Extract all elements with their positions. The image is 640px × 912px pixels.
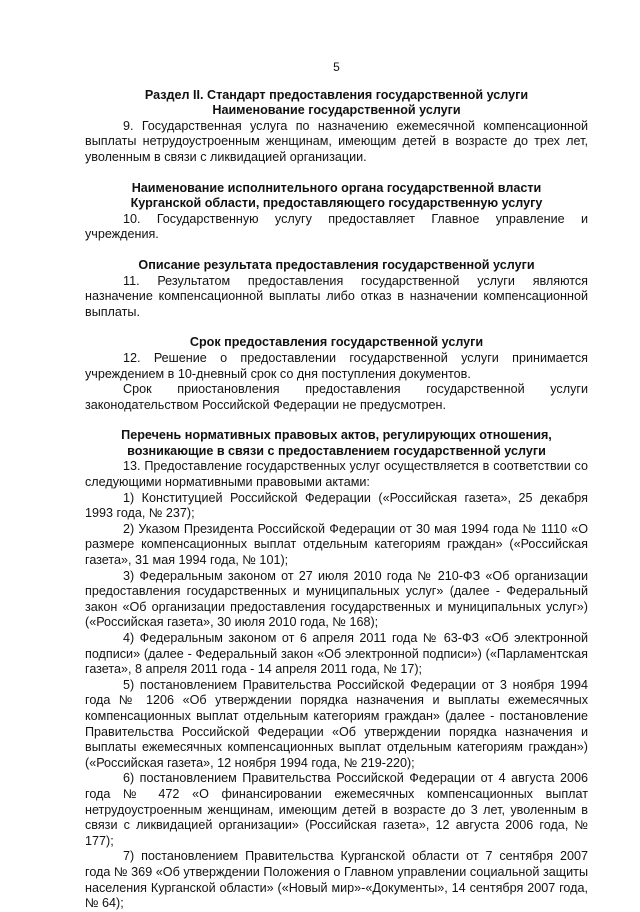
paragraph-12: 12. Решение о предоставлении государственной услуги принимается учреждением в 10-дневный срок со дня поступления документов.	[85, 350, 588, 381]
page-number: 5	[333, 60, 340, 74]
paragraph-11: 11. Результатом предоставления государственной услуги являются назначение компенсационной выплаты либо отказ в назначении компенсационной выплаты.	[85, 273, 588, 319]
list-item: 1) Конституцией Российской Федерации («Российская газета», 25 декабря 1993 года, № 237);	[85, 490, 588, 521]
block-heading: Перечень нормативных правовых актов, регулирующих отношения,	[121, 428, 552, 443]
block-heading: Наименование государственной услуги	[212, 103, 461, 118]
block-heading: возникающие в связи с предоставлением государственной услуги	[127, 443, 546, 458]
block-heading: Срок предоставления государственной услуги	[189, 335, 484, 350]
list-item: 5) постановлением Правительства Российской Федерации от 3 ноября 1994 года № 1206 «Об утверждении порядка назначения и выплаты ежемесячных компенсационных выплат отдельным категориям граждан» (далее - постановление Правительства Российской Федерации «Об утверждении порядка назначения и выплаты ежемесячных компенсационных выплат отдельным категориям граждан») («Российская газета», 12 ноября 1994 года, № 219-220);	[85, 677, 588, 770]
block-heading: Курганской области, предоставляющего государственную услугу	[130, 196, 543, 211]
list-item: 7) постановлением Правительства Курганской области от 7 сентября 2007 года № 369 «Об утверждении Положения о Главном управлении социальной защиты населения Курганской области» («Новый мир»-«Документы», 14 сентября 2007 года, № 64);	[85, 849, 588, 911]
paragraph-12-term: Срок приостановления предоставления государственной услуги законодательством Российской Федерации не предусмотрен.	[85, 382, 588, 412]
block-heading: Наименование исполнительного органа государственной власти	[131, 180, 542, 195]
paragraph-10: 10. Государственную услугу предоставляет Главное управление и учреждения.	[85, 211, 588, 242]
paragraph-13: 13. Предоставление государственных услуг осуществляется в соответствии со следующими нормативными правовыми актами:	[85, 459, 588, 490]
list-item: 6) постановлением Правительства Российской Федерации от 4 августа 2006 года № 472 «О финансировании ежемесячных компенсационных выплат нетрудоустроенным женщинам, имеющим детей в возрасте до 3 лет, уволенным в связи с ликвидацией организации» (Российская газета», 12 августа 2006 года, № 177);	[85, 771, 588, 848]
block-heading: Описание результата предоставления государственной услуги	[138, 257, 535, 272]
list-item: 2) Указом Президента Российской Федерации от 30 мая 1994 года № 1110 «О размере компенсационных выплат отдельным категориям граждан» («Российская газета», 31 мая 1994 года, № 101);	[85, 521, 588, 568]
section-title: Раздел II. Стандарт предоставления государственной услуги	[144, 87, 529, 102]
paragraph-9: 9. Государственная услуга по назначению ежемесячной компенсационной выплаты нетрудоустроенным женщинам, имеющим детей в возрасте до трех лет, уволенным в связи с ликвидацией организации.	[85, 118, 588, 164]
list-item: 4) Федеральным законом от 6 апреля 2011 года № 63-ФЗ «Об электронной подписи» (далее - Федеральный закон «Об электронной подписи») («Парламентская газета», 8 апреля 2011 года - 14 апреля 2011 года, № 17);	[85, 631, 588, 677]
list-item: 3) Федеральным законом от 27 июля 2010 года № 210-ФЗ «Об организации предоставления государственных и муниципальных услуг» (далее - Федеральный закон «Об организации предоставления государственных и муниципальных услуг») («Российская газета», 30 июля 2010 года, № 168);	[85, 568, 588, 630]
